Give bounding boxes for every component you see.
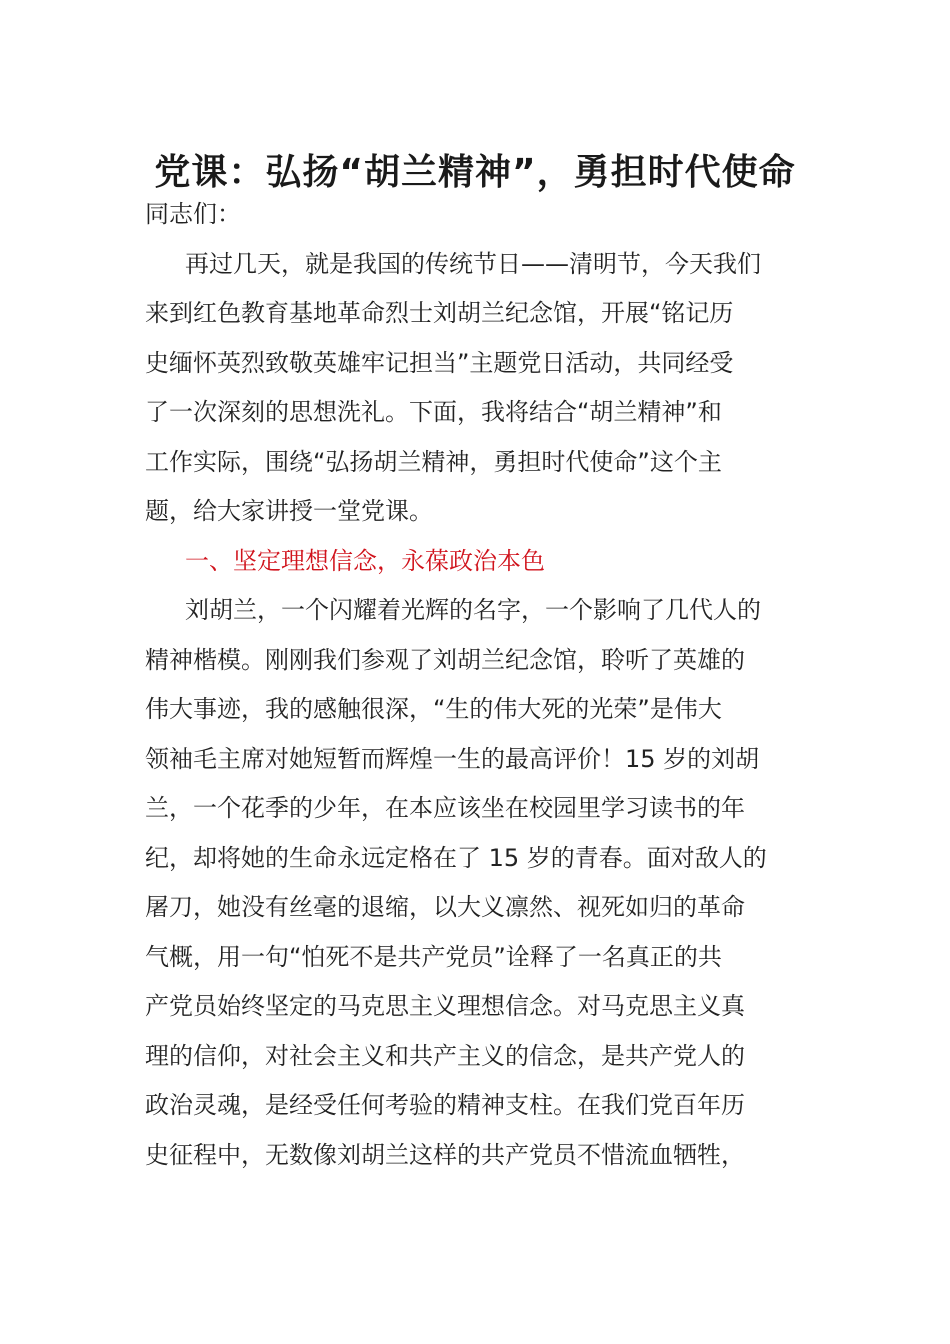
paragraph-line: 兰，一个花季的少年，在本应该坐在校园里学习读书的年	[145, 794, 745, 822]
paragraph-line: 伟大事迹，我的感触很深，“生的伟大死的光荣”是伟大	[145, 695, 722, 723]
paragraph-line: 工作实际，围绕“弘扬胡兰精神，勇担时代使命”这个主	[145, 447, 722, 476]
salutation: 同志们：	[145, 200, 241, 228]
paragraph-line: 气概，用一句“怕死不是共产党员”诠释了一名真正的共	[145, 942, 722, 971]
paragraph-line: 史缅怀英烈致敬英雄牢记担当”主题党日活动，共同经受	[145, 348, 734, 377]
paragraph-line: 产党员始终坚定的马克思主义理想信念。对马克思主义真	[145, 992, 745, 1020]
paragraph-line: 来到红色教育基地革命烈士刘胡兰纪念馆，开展“铭记历	[145, 299, 734, 327]
paragraph-line: 刘胡兰，一个闪耀着光辉的名字，一个影响了几代人的	[185, 596, 761, 624]
paragraph-line: 纪，却将她的生命永远定格在了 15 岁的青春。面对敌人的	[145, 843, 767, 872]
paragraph-line: 理的信仰，对社会主义和共产主义的信念，是共产党人的	[145, 1041, 745, 1070]
paragraph-line: 精神楷模。刚刚我们参观了刘胡兰纪念馆，聆听了英雄的	[145, 645, 745, 674]
document-body	[145, 190, 810, 1180]
section-heading: 一、坚定理想信念，永葆政治本色	[185, 546, 545, 575]
paragraph-section-1	[145, 586, 810, 1180]
paragraph-line: 史征程中，无数像刘胡兰这样的共产党员不惜流血牺牲，	[145, 1140, 745, 1169]
document-title: 党课：弘扬“胡兰精神”，勇担时代使命	[154, 152, 796, 193]
paragraph-intro	[145, 240, 810, 537]
paragraph-line: 题，给大家讲授一堂党课。	[145, 497, 433, 525]
paragraph-line: 屠刀，她没有丝毫的退缩，以大义凛然、视死如归的革命	[145, 893, 745, 921]
paragraph-line: 再过几天，就是我国的传统节日——清明节，今天我们	[185, 249, 761, 278]
paragraph-line: 政治灵魂，是经受任何考验的精神支柱。在我们党百年历	[145, 1091, 745, 1119]
paragraph-line: 了一次深刻的思想洗礼。下面，我将结合“胡兰精神”和	[145, 398, 722, 426]
paragraph-line: 领袖毛主席对她短暂而辉煌一生的最高评价！15 岁的刘胡	[145, 744, 760, 773]
